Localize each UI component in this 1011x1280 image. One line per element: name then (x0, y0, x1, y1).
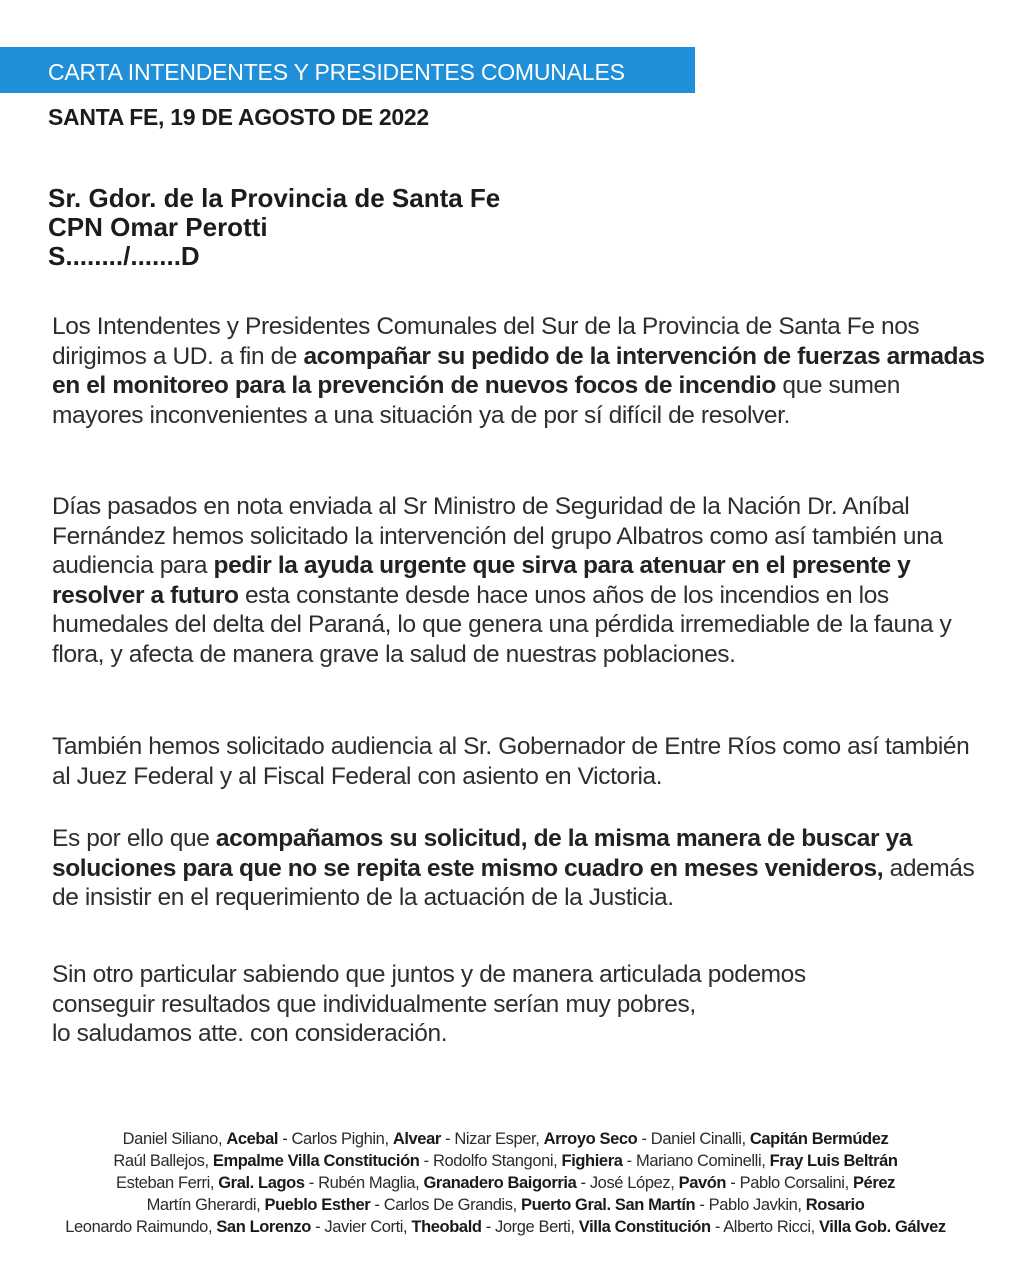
signer-locality: Arroyo Seco (543, 1130, 638, 1148)
signer-name: José López, (589, 1174, 679, 1192)
paragraph-1 (52, 312, 987, 430)
signer-locality: Fighiera (561, 1152, 623, 1170)
signer-name: Martín Gherardi, (146, 1196, 265, 1214)
paragraph-1-text-c: que sumen mayores inconvenientes a una situación ya de por sí difícil de resolver. (52, 372, 901, 429)
paragraph-1-text-a: Los Intendentes y Presidentes Comunales del Sur de la Provincia de Santa Fe nos dirigimos a UD. a fin de (52, 313, 920, 370)
signer-name: Leonardo Raimundo, (65, 1218, 217, 1236)
closing-line-2: conseguir resultados que individualmente serían muy pobres, (52, 990, 696, 1018)
paragraph-4-text-c: además de insistir en el requerimiento de la actuación de la Justicia. (52, 854, 975, 911)
signer-name: Jorge Berti, (495, 1218, 579, 1236)
signer-locality: Gral. Lagos (218, 1174, 305, 1192)
signer-locality: Pavón (678, 1174, 727, 1192)
signer-name: Nizar Esper, (454, 1130, 544, 1148)
signer-name: Rubén Maglia, (318, 1174, 424, 1192)
signer-name: Pablo Corsalini, (739, 1174, 853, 1192)
paragraph-2-text-a: Días pasados en nota enviada al Sr Ministro de Seguridad de la Nación Dr. Aníbal Fernández hemos solicitado la intervención del grupo Albatros como así también una audiencia para (52, 493, 943, 579)
signer-separator: - (278, 1130, 292, 1148)
paragraph-1-bold: acompañar su pedido de la intervención de fuerzas armadas en el monitoreo para la prevención de nuevos focos de incendio (52, 342, 985, 399)
signer-separator: - (695, 1196, 709, 1214)
signer-name: Daniel Siliano, (122, 1130, 227, 1148)
signer-locality: Villa Constitución (578, 1218, 711, 1236)
closing-line-1: Sin otro particular sabiendo que juntos y de manera articulada podemos (52, 961, 806, 988)
paragraph-4-text-a: Es por ello que (52, 825, 216, 852)
signer-separator: - (370, 1196, 384, 1214)
signer-name: Esteban Ferri, (116, 1174, 219, 1192)
signer-separator: - (440, 1130, 455, 1148)
signer-name: Raúl Ballejos, (113, 1152, 213, 1170)
signer-locality: Villa Gob. Gálvez (818, 1218, 946, 1236)
addressee-name: CPN Omar Perotti (48, 212, 268, 242)
signature-line (0, 1172, 1011, 1194)
signer-separator: - (419, 1152, 433, 1170)
signer-separator: - (710, 1218, 724, 1236)
addressee-title: Sr. Gdor. de la Provincia de Santa Fe (48, 183, 501, 213)
signer-separator: - (726, 1174, 740, 1192)
signer-locality: Granadero Baigorria (423, 1174, 577, 1192)
signer-name: Javier Corti, (324, 1218, 412, 1236)
signer-name: Carlos De Grandis, (383, 1196, 522, 1214)
signer-name: Carlos Pighin, (291, 1130, 393, 1148)
signer-locality: Theobald (411, 1218, 482, 1236)
addressee-salutation: S......../.......D (48, 241, 200, 271)
letter-date: SANTA FE, 19 DE AGOSTO DE 2022 (48, 104, 429, 130)
signer-name: Mariano Cominelli, (635, 1152, 770, 1170)
banner-title: CARTA INTENDENTES Y PRESIDENTES COMUNALES (48, 59, 625, 85)
signer-separator: - (304, 1174, 319, 1192)
signer-separator: - (481, 1218, 496, 1236)
signer-separator: - (310, 1218, 325, 1236)
signer-locality: Alvear (392, 1130, 441, 1148)
signer-name: Alberto Ricci, (723, 1218, 819, 1236)
addressee-block (48, 184, 500, 271)
paragraph-5 (52, 960, 806, 1049)
signature-line (0, 1194, 1011, 1216)
paragraph-2-text-c: esta constante desde hace unos años de los incendios en los humedales del delta del Paraná, lo que genera una pérdida irremediable de la fauna y flora, y afecta de manera grave la salud de nuestras poblaciones. (52, 581, 952, 668)
signer-locality: Rosario (805, 1196, 865, 1214)
paragraph-2 (52, 492, 987, 669)
signer-name: Rodolfo Stangoni, (432, 1152, 562, 1170)
signature-line (0, 1216, 1011, 1238)
signature-line (0, 1128, 1011, 1150)
signatures-block (0, 1128, 1011, 1238)
signer-name: Pablo Javkin, (708, 1196, 806, 1214)
signer-locality: Capitán Bermúdez (749, 1130, 889, 1148)
paragraph-4-bold: acompañamos su solicitud, de la misma manera de buscar ya soluciones para que no se repita este mismo cuadro en meses venideros, (52, 825, 913, 882)
signer-separator: - (576, 1174, 590, 1192)
signature-line (0, 1150, 1011, 1172)
paragraph-2-bold: pedir la ayuda urgente que sirva para atenuar en el presente y resolver a futuro (52, 552, 911, 609)
signer-locality: San Lorenzo (216, 1218, 311, 1236)
signer-locality: Puerto Gral. San Martín (521, 1196, 696, 1214)
signer-locality: Empalme Villa Constitución (212, 1152, 420, 1170)
signer-name: Daniel Cinalli, (650, 1130, 750, 1148)
signer-locality: Fray Luis Beltrán (769, 1152, 898, 1170)
signer-locality: Pérez (852, 1174, 895, 1192)
paragraph-3: También hemos solicitado audiencia al Sr. Gobernador de Entre Ríos como así también al Juez Federal y al Fiscal Federal con asiento en Victoria. (52, 733, 970, 790)
signer-locality: Acebal (226, 1130, 279, 1148)
signer-separator: - (622, 1152, 636, 1170)
closing-line-3: lo saludamos atte. con consideración. (52, 1020, 448, 1047)
signer-locality: Pueblo Esther (264, 1196, 371, 1214)
signer-separator: - (637, 1130, 651, 1148)
paragraph-4 (52, 824, 987, 913)
